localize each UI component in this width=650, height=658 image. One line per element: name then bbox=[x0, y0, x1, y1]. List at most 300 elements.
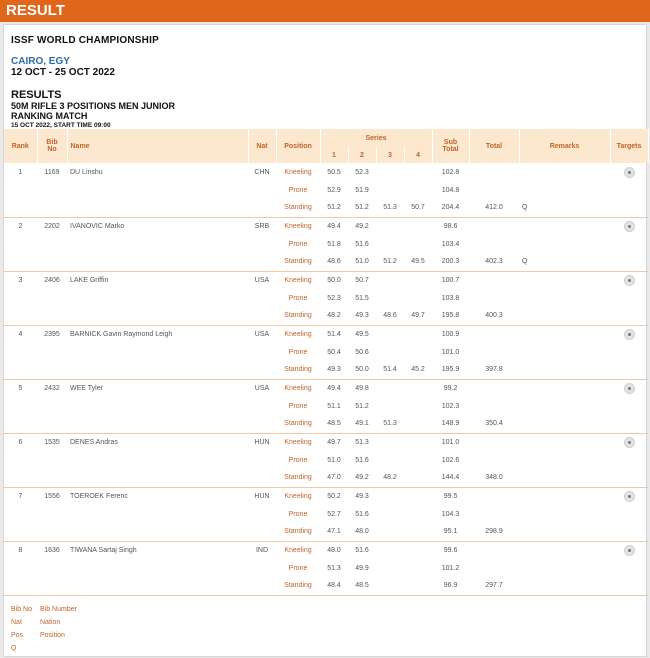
series-4-cell bbox=[404, 379, 432, 397]
athlete-name bbox=[67, 199, 248, 217]
remarks-cell bbox=[519, 523, 610, 541]
bib-cell bbox=[37, 559, 67, 577]
nation-cell bbox=[248, 343, 276, 361]
sub-total-cell: 98.6 bbox=[443, 222, 458, 230]
remarks-cell bbox=[519, 559, 610, 577]
bib-cell: 1535 bbox=[44, 438, 60, 446]
series-3-cell bbox=[376, 325, 404, 343]
series-3-cell: 51.3 bbox=[376, 199, 404, 217]
page-header-title: RESULT bbox=[6, 2, 65, 19]
legend-key: Pos bbox=[11, 632, 24, 639]
sub-total-cell: 99.2 bbox=[443, 384, 458, 392]
sub-total-cell: 100.9 bbox=[441, 330, 460, 338]
series-2-cell: 50.0 bbox=[348, 361, 376, 379]
target-icon[interactable] bbox=[624, 383, 635, 394]
total-cell bbox=[469, 505, 519, 523]
legend-item bbox=[11, 642, 77, 655]
series-2-cell: 49.9 bbox=[355, 564, 369, 572]
athlete-name bbox=[67, 415, 248, 433]
series-4-cell bbox=[404, 271, 432, 289]
sub-total-cell: 101.2 bbox=[441, 564, 460, 572]
athlete-name: LAKE Griffin bbox=[70, 276, 109, 284]
results-title: RESULTS bbox=[11, 89, 62, 101]
total-cell: 348.0 bbox=[469, 469, 519, 487]
remarks-cell bbox=[519, 181, 610, 199]
sub-total-cell: 101.0 bbox=[441, 438, 460, 446]
position-cell: Standing bbox=[276, 361, 320, 379]
athlete-name: IVANOVIC Marko bbox=[70, 222, 125, 230]
nation-cell: HUN bbox=[254, 438, 270, 446]
targets-cell bbox=[610, 217, 648, 235]
targets-cell bbox=[610, 235, 648, 253]
rank-cell bbox=[4, 343, 37, 361]
table-row bbox=[4, 559, 648, 577]
legend bbox=[11, 603, 77, 655]
series-1-cell: 50.4 bbox=[327, 348, 341, 356]
nation-cell bbox=[248, 505, 276, 523]
header-name: Name bbox=[67, 129, 248, 163]
bib-cell: 2406 bbox=[44, 276, 60, 284]
series-4-cell bbox=[404, 163, 432, 181]
remarks-cell bbox=[519, 541, 610, 559]
header-series-2: 2 bbox=[348, 147, 376, 163]
position-cell: Prone bbox=[288, 402, 308, 410]
series-1-cell: 48.0 bbox=[327, 546, 341, 554]
table-row bbox=[4, 577, 648, 595]
athlete-name bbox=[67, 343, 248, 361]
series-3-cell bbox=[376, 379, 404, 397]
event-dates: 12 OCT - 25 OCT 2022 bbox=[11, 67, 115, 78]
total-cell bbox=[469, 289, 519, 307]
remarks-cell bbox=[519, 271, 610, 289]
total-cell bbox=[469, 271, 519, 289]
targets-cell bbox=[610, 523, 648, 541]
position-cell: Prone bbox=[288, 510, 308, 518]
target-icon[interactable] bbox=[624, 545, 635, 556]
table-row bbox=[4, 163, 648, 181]
total-cell: 297.7 bbox=[469, 577, 519, 595]
total-cell bbox=[469, 397, 519, 415]
targets-cell bbox=[610, 415, 648, 433]
series-2-cell: 51.5 bbox=[355, 294, 369, 302]
targets-cell bbox=[610, 325, 648, 343]
legend-item bbox=[11, 616, 77, 629]
series-3-cell bbox=[376, 487, 404, 505]
targets-cell bbox=[610, 487, 648, 505]
series-2-cell: 50.7 bbox=[355, 276, 369, 284]
remarks-cell bbox=[519, 577, 610, 595]
nation-cell bbox=[248, 559, 276, 577]
nation-cell: CHN bbox=[254, 168, 270, 176]
sub-total-cell: 96.9 bbox=[432, 577, 469, 595]
rank-cell: 2 bbox=[18, 222, 23, 230]
bib-cell bbox=[37, 253, 67, 271]
legend-key: Q bbox=[11, 645, 17, 652]
series-2-cell: 51.6 bbox=[355, 546, 369, 554]
championship-title: ISSF WORLD CHAMPIONSHIP bbox=[11, 35, 159, 46]
header-series-1: 1 bbox=[320, 147, 348, 163]
bib-cell bbox=[37, 397, 67, 415]
table-row bbox=[4, 487, 648, 505]
series-2-cell: 52.3 bbox=[355, 168, 369, 176]
targets-cell bbox=[610, 433, 648, 451]
nation-cell: USA bbox=[254, 330, 270, 338]
bib-cell: 1636 bbox=[44, 546, 60, 554]
total-cell: 298.9 bbox=[469, 523, 519, 541]
targets-cell bbox=[610, 307, 648, 325]
athlete-name bbox=[67, 505, 248, 523]
nation-cell bbox=[248, 577, 276, 595]
targets-cell bbox=[610, 289, 648, 307]
targets-cell bbox=[610, 451, 648, 469]
bib-cell bbox=[37, 343, 67, 361]
sub-total-cell: 195.8 bbox=[432, 307, 469, 325]
sub-total-cell: 204.4 bbox=[432, 199, 469, 217]
sub-total-cell: 102.8 bbox=[441, 168, 460, 176]
series-1-cell: 48.2 bbox=[320, 307, 348, 325]
nation-cell: USA bbox=[254, 276, 270, 284]
series-2-cell: 51.2 bbox=[348, 199, 376, 217]
series-1-cell: 51.0 bbox=[327, 456, 341, 464]
athlete-name bbox=[67, 397, 248, 415]
series-2-cell: 51.9 bbox=[355, 186, 369, 194]
sub-total-cell: 102.3 bbox=[441, 402, 460, 410]
targets-cell bbox=[610, 469, 648, 487]
series-2-cell: 49.5 bbox=[355, 330, 369, 338]
athlete-name bbox=[67, 523, 248, 541]
nation-cell bbox=[248, 307, 276, 325]
rank-cell: 8 bbox=[18, 546, 23, 554]
remarks-cell bbox=[519, 307, 610, 325]
header-remarks: Remarks bbox=[519, 129, 610, 163]
series-3-cell bbox=[376, 163, 404, 181]
series-1-cell: 52.7 bbox=[327, 510, 341, 518]
legend-item bbox=[11, 603, 77, 616]
series-3-cell: 48.2 bbox=[376, 469, 404, 487]
nation-cell bbox=[248, 415, 276, 433]
table-row bbox=[4, 541, 648, 559]
remarks-cell: Q bbox=[519, 199, 610, 217]
total-cell bbox=[469, 559, 519, 577]
series-4-cell bbox=[404, 181, 432, 199]
nation-cell bbox=[248, 397, 276, 415]
bib-cell: 2202 bbox=[44, 222, 60, 230]
rank-cell: 1 bbox=[18, 168, 23, 176]
series-4-cell bbox=[404, 343, 432, 361]
total-cell bbox=[469, 163, 519, 181]
position-cell: Kneeling bbox=[284, 438, 312, 446]
series-1-cell: 51.4 bbox=[327, 330, 341, 338]
series-4-cell bbox=[404, 523, 432, 541]
table-row bbox=[4, 469, 648, 487]
series-3-cell bbox=[376, 523, 404, 541]
nation-cell bbox=[248, 289, 276, 307]
position-cell: Prone bbox=[288, 294, 308, 302]
sub-total-cell: 144.4 bbox=[432, 469, 469, 487]
athlete-name: DU Linshu bbox=[70, 168, 103, 176]
position-cell: Kneeling bbox=[284, 276, 312, 284]
remarks-cell bbox=[519, 451, 610, 469]
table-row bbox=[4, 451, 648, 469]
table-row bbox=[4, 397, 648, 415]
position-cell: Kneeling bbox=[284, 492, 312, 500]
remarks-cell bbox=[519, 343, 610, 361]
position-cell: Kneeling bbox=[284, 384, 312, 392]
sub-total-cell: 101.0 bbox=[441, 348, 460, 356]
results-table bbox=[4, 129, 649, 596]
rank-cell bbox=[4, 451, 37, 469]
remarks-cell bbox=[519, 505, 610, 523]
series-1-cell: 49.7 bbox=[327, 438, 341, 446]
targets-cell bbox=[610, 577, 648, 595]
legend-value: Position bbox=[40, 632, 65, 639]
targets-cell bbox=[610, 343, 648, 361]
header-targets: Targets bbox=[610, 129, 648, 163]
total-cell: 402.3 bbox=[469, 253, 519, 271]
sub-total-cell: 200.3 bbox=[432, 253, 469, 271]
header-sub-total: Sub Total bbox=[432, 129, 469, 163]
remarks-cell bbox=[519, 289, 610, 307]
series-2-cell: 49.1 bbox=[348, 415, 376, 433]
bib-cell bbox=[37, 577, 67, 595]
series-4-cell bbox=[404, 451, 432, 469]
table-row bbox=[4, 253, 648, 271]
position-cell: Kneeling bbox=[284, 168, 312, 176]
target-icon[interactable] bbox=[624, 491, 635, 502]
rank-cell: 5 bbox=[18, 384, 23, 392]
position-cell: Standing bbox=[276, 307, 320, 325]
total-cell bbox=[469, 379, 519, 397]
bib-cell bbox=[37, 181, 67, 199]
series-3-cell bbox=[376, 181, 404, 199]
legend-key: Bib No bbox=[11, 606, 33, 613]
series-2-cell: 49.3 bbox=[348, 307, 376, 325]
sub-total-cell: 148.9 bbox=[432, 415, 469, 433]
bib-cell bbox=[37, 469, 67, 487]
series-4-cell: 49.5 bbox=[404, 253, 432, 271]
target-icon[interactable] bbox=[624, 167, 635, 178]
nation-cell bbox=[248, 199, 276, 217]
total-cell bbox=[469, 325, 519, 343]
table-row bbox=[4, 361, 648, 379]
series-2-cell: 51.6 bbox=[355, 510, 369, 518]
start-time: 15 OCT 2022, START TIME 09:00 bbox=[11, 122, 111, 129]
remarks-cell: Q bbox=[519, 253, 610, 271]
series-1-cell: 50.2 bbox=[327, 492, 341, 500]
table-row bbox=[4, 217, 648, 235]
series-4-cell: 45.2 bbox=[404, 361, 432, 379]
rank-cell: 3 bbox=[18, 276, 23, 284]
remarks-cell bbox=[519, 433, 610, 451]
series-1-cell: 49.4 bbox=[327, 222, 341, 230]
bib-cell bbox=[37, 289, 67, 307]
sub-total-cell: 100.7 bbox=[441, 276, 460, 284]
position-cell: Prone bbox=[288, 456, 308, 464]
target-icon[interactable] bbox=[624, 329, 635, 340]
rank-cell bbox=[4, 415, 37, 433]
series-3-cell bbox=[376, 541, 404, 559]
nation-cell: IND bbox=[255, 546, 269, 554]
remarks-cell bbox=[519, 379, 610, 397]
series-3-cell: 51.2 bbox=[376, 253, 404, 271]
table-row bbox=[4, 415, 648, 433]
rank-cell bbox=[4, 577, 37, 595]
position-cell: Standing bbox=[276, 577, 320, 595]
athlete-name: DENES Andras bbox=[70, 438, 118, 446]
series-1-cell: 51.8 bbox=[327, 240, 341, 248]
sub-total-cell: 103.4 bbox=[441, 240, 460, 248]
total-cell bbox=[469, 235, 519, 253]
targets-cell bbox=[610, 199, 648, 217]
table-row bbox=[4, 523, 648, 541]
event-info bbox=[4, 25, 646, 130]
table-row bbox=[4, 379, 648, 397]
series-3-cell: 51.4 bbox=[376, 361, 404, 379]
rank-cell bbox=[4, 199, 37, 217]
sub-total-cell: 95.1 bbox=[432, 523, 469, 541]
total-cell bbox=[469, 451, 519, 469]
bib-cell bbox=[37, 307, 67, 325]
nation-cell bbox=[248, 253, 276, 271]
remarks-cell bbox=[519, 235, 610, 253]
total-cell bbox=[469, 541, 519, 559]
series-4-cell bbox=[404, 235, 432, 253]
sub-total-cell: 104.3 bbox=[441, 510, 460, 518]
series-2-cell: 50.6 bbox=[355, 348, 369, 356]
sub-total-cell: 195.9 bbox=[432, 361, 469, 379]
nation-cell: USA bbox=[254, 384, 270, 392]
series-4-cell bbox=[404, 397, 432, 415]
series-2-cell: 48.0 bbox=[348, 523, 376, 541]
rank-cell bbox=[4, 397, 37, 415]
sub-total-cell: 104.8 bbox=[441, 186, 460, 194]
table-row bbox=[4, 325, 648, 343]
header-series-4: 4 bbox=[404, 147, 432, 163]
header-nat: Nat bbox=[248, 129, 276, 163]
series-3-cell bbox=[376, 451, 404, 469]
athlete-name: BARNICK Gavin Raymond Leigh bbox=[70, 330, 173, 338]
series-1-cell: 49.3 bbox=[320, 361, 348, 379]
nation-cell bbox=[248, 181, 276, 199]
table-row bbox=[4, 505, 648, 523]
position-cell: Prone bbox=[288, 186, 308, 194]
table-row bbox=[4, 307, 648, 325]
series-2-cell: 49.2 bbox=[355, 222, 369, 230]
series-4-cell: 49.7 bbox=[404, 307, 432, 325]
series-3-cell bbox=[376, 433, 404, 451]
event-city: CAIRO, EGY bbox=[11, 56, 70, 67]
series-2-cell: 51.6 bbox=[355, 456, 369, 464]
series-3-cell: 48.6 bbox=[376, 307, 404, 325]
table-row bbox=[4, 271, 648, 289]
targets-cell bbox=[610, 271, 648, 289]
bib-cell bbox=[37, 199, 67, 217]
series-2-cell: 51.3 bbox=[355, 438, 369, 446]
table-row bbox=[4, 433, 648, 451]
series-3-cell bbox=[376, 505, 404, 523]
athlete-name bbox=[67, 559, 248, 577]
series-3-cell bbox=[376, 559, 404, 577]
targets-cell bbox=[610, 397, 648, 415]
nation-cell: HUN bbox=[254, 492, 270, 500]
remarks-cell bbox=[519, 325, 610, 343]
series-3-cell bbox=[376, 289, 404, 307]
event-name: 50M RIFLE 3 POSITIONS MEN JUNIOR bbox=[11, 101, 176, 111]
match-name: RANKING MATCH bbox=[11, 111, 88, 121]
target-icon[interactable] bbox=[624, 437, 635, 448]
nation-cell bbox=[248, 451, 276, 469]
total-cell: 350.4 bbox=[469, 415, 519, 433]
position-cell: Standing bbox=[276, 415, 320, 433]
bib-cell: 2395 bbox=[44, 330, 60, 338]
results-panel bbox=[3, 24, 647, 657]
series-4-cell bbox=[404, 289, 432, 307]
series-2-cell: 51.0 bbox=[348, 253, 376, 271]
remarks-cell bbox=[519, 163, 610, 181]
series-3-cell bbox=[376, 343, 404, 361]
sub-total-cell: 99.5 bbox=[443, 492, 458, 500]
series-4-cell bbox=[404, 217, 432, 235]
header-total: Total bbox=[469, 129, 519, 163]
rank-cell bbox=[4, 181, 37, 199]
header-bib: Bib No bbox=[37, 129, 67, 163]
position-cell: Prone bbox=[288, 348, 308, 356]
target-icon[interactable] bbox=[624, 221, 635, 232]
results-body bbox=[4, 163, 648, 595]
total-cell: 400.3 bbox=[469, 307, 519, 325]
athlete-name bbox=[67, 361, 248, 379]
position-cell: Standing bbox=[276, 199, 320, 217]
series-1-cell: 50.0 bbox=[327, 276, 341, 284]
bib-cell: 1556 bbox=[44, 492, 60, 500]
rank-cell: 7 bbox=[18, 492, 23, 500]
rank-cell: 6 bbox=[18, 438, 23, 446]
targets-cell bbox=[610, 379, 648, 397]
total-cell bbox=[469, 343, 519, 361]
series-1-cell: 51.1 bbox=[327, 402, 341, 410]
athlete-name bbox=[67, 469, 248, 487]
series-1-cell: 52.9 bbox=[327, 186, 341, 194]
series-4-cell bbox=[404, 559, 432, 577]
series-4-cell bbox=[404, 469, 432, 487]
table-row bbox=[4, 343, 648, 361]
rank-cell bbox=[4, 253, 37, 271]
bib-cell bbox=[37, 415, 67, 433]
table-row bbox=[4, 289, 648, 307]
header-position: Position bbox=[276, 129, 320, 163]
total-cell: 412.0 bbox=[469, 199, 519, 217]
total-cell bbox=[469, 433, 519, 451]
page-header-bar bbox=[0, 0, 650, 22]
position-cell: Prone bbox=[288, 564, 308, 572]
series-2-cell: 49.3 bbox=[355, 492, 369, 500]
nation-cell: SRB bbox=[254, 222, 270, 230]
series-3-cell bbox=[376, 397, 404, 415]
nation-cell bbox=[248, 469, 276, 487]
bib-cell: 1169 bbox=[44, 168, 60, 176]
series-1-cell: 47.1 bbox=[320, 523, 348, 541]
rank-cell bbox=[4, 235, 37, 253]
targets-cell bbox=[610, 253, 648, 271]
table-row bbox=[4, 199, 648, 217]
series-3-cell: 51.3 bbox=[376, 415, 404, 433]
target-icon[interactable] bbox=[624, 275, 635, 286]
rank-cell bbox=[4, 361, 37, 379]
header-rank: Rank bbox=[4, 129, 37, 163]
series-4-cell bbox=[404, 415, 432, 433]
remarks-cell bbox=[519, 217, 610, 235]
series-3-cell bbox=[376, 235, 404, 253]
